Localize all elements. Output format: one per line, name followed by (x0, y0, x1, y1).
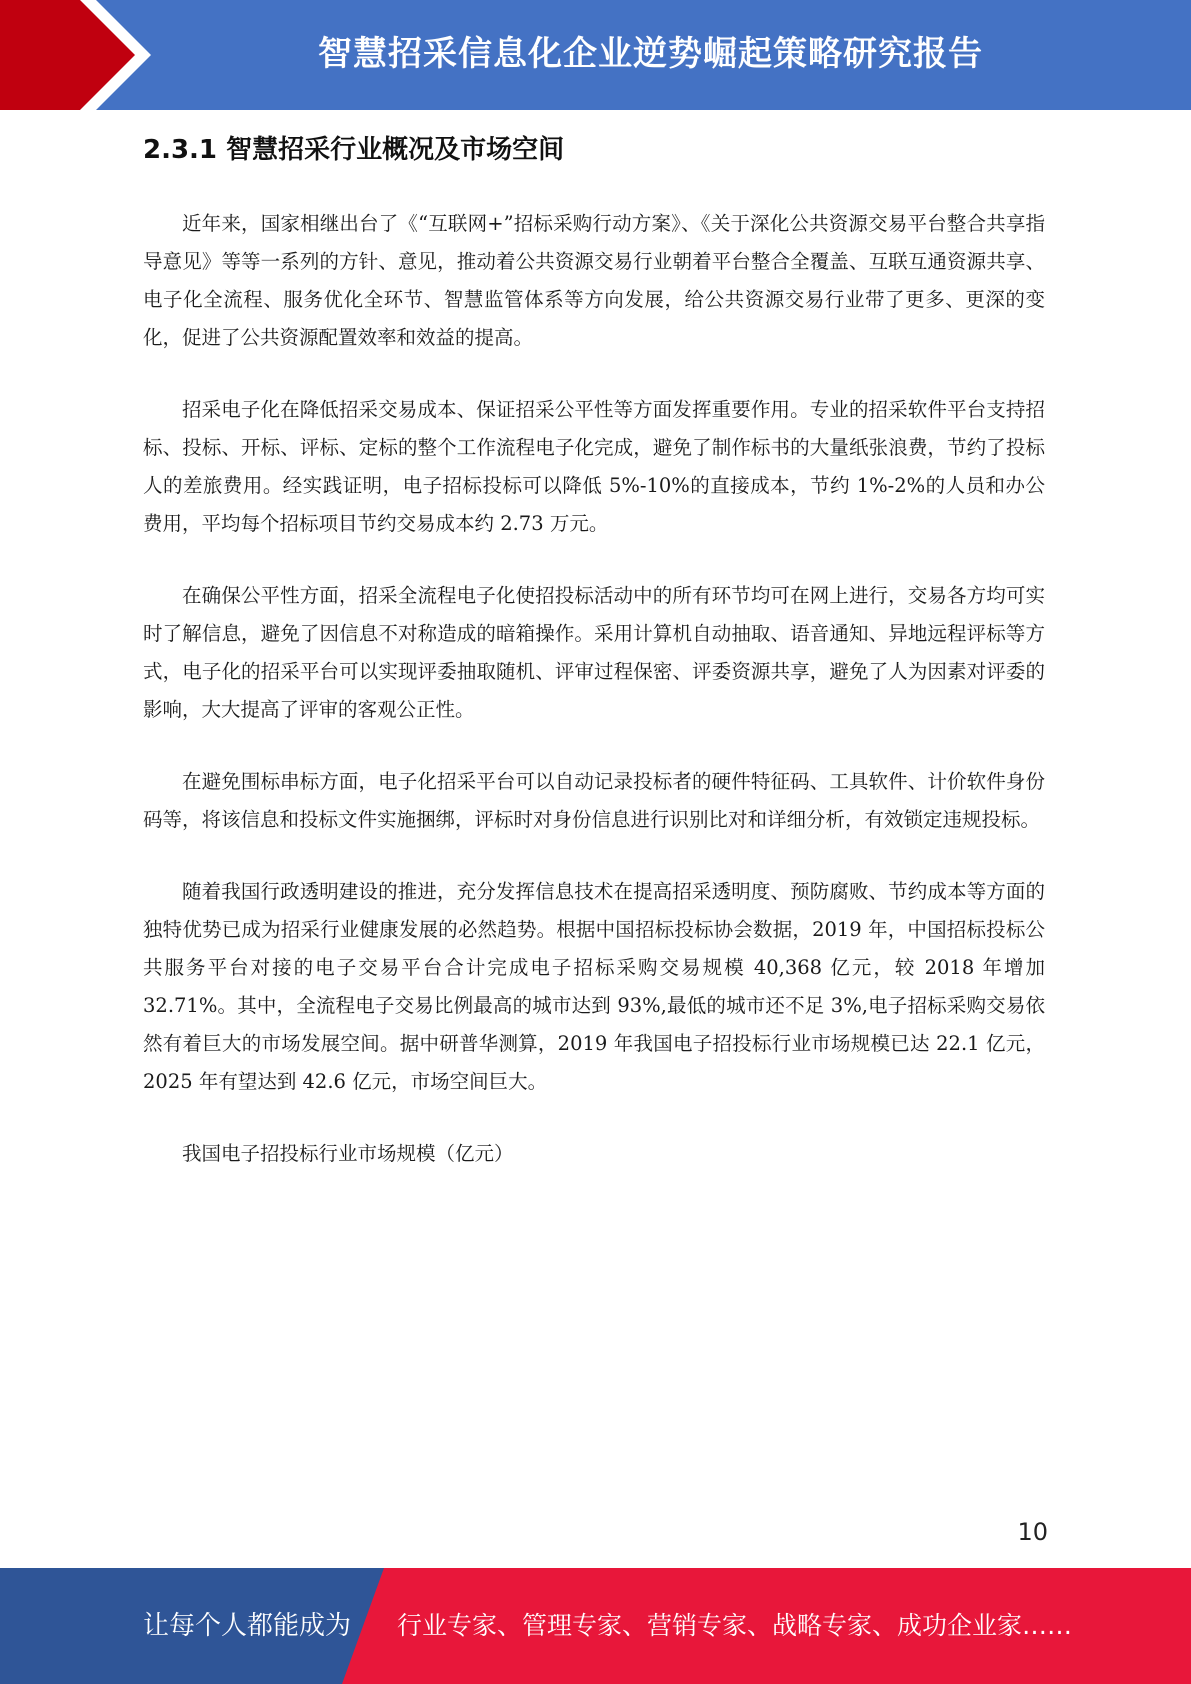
footer-slogan-left: 让每个人都能成为 (143, 1611, 352, 1641)
footer-slogan-right: 行业专家、管理专家、营销专家、战略专家、成功企业家…… (397, 1611, 1073, 1640)
section-heading: 2.3.1 智慧招采行业概况及市场空间 (143, 135, 565, 165)
page-footer-banner (0, 1568, 1191, 1684)
body-text (143, 205, 1045, 1207)
page-number: 10 (1017, 1518, 1048, 1546)
page-header-banner (0, 0, 1191, 110)
paragraph-anti-collusion: 在避免围标串标方面，电子化招采平台可以自动记录投标者的硬件特征码、工具软件、计价软件身份码等，将该信息和投标文件实施捆绑，评标时对身份信息进行识别比对和详细分析，有效锁定违规投标。 (143, 770, 1045, 831)
paragraph-market-trend: 随着我国行政透明建设的推进，充分发挥信息技术在提高招采透明度、预防腐败、节约成本等方面的独特优势已成为招采行业健康发展的必然趋势。根据中国招标投标协会数据，2019 年，中国招标投标公共服务平台对接的电子交易平台合计完成电子招标采购交易规模 40,368 亿元，较 2018 年增加 32.71%。其中，全流程电子交易比例最高的城市达到 93%,最低的城市还不足 3%,电子招标采购交易依然有着巨大的市场发展空间。据中研普华测算，2019 年我国电子招投标行业市场规模已达 22.1 亿元，2025 年有望达到 42.6 亿元，市场空间巨大。 (143, 880, 1045, 1093)
report-title: 智慧招采信息化企业逆势崛起策略研究报告 (318, 34, 983, 74)
paragraph-cost-saving: 招采电子化在降低招采交易成本、保证招采公平性等方面发挥重要作用。专业的招采软件平台支持招标、投标、开标、评标、定标的整个工作流程电子化完成，避免了制作标书的大量纸张浪费，节约了投标人的差旅费用。经实践证明，电子招标投标可以降低 5%-10%的直接成本，节约 1%-2%的人员和办公费用，平均每个招标项目节约交易成本约 2.73 万元。 (143, 398, 1045, 535)
chart-caption: 我国电子招投标行业市场规模（亿元） (182, 1142, 514, 1165)
paragraph-fairness: 在确保公平性方面，招采全流程电子化使招投标活动中的所有环节均可在网上进行，交易各方均可实时了解信息，避免了因信息不对称造成的暗箱操作。采用计算机自动抽取、语音通知、异地远程评标等方式，电子化的招采平台可以实现评委抽取随机、评审过程保密、评委资源共享，避免了人为因素对评委的影响，大大提高了评审的客观公正性。 (143, 584, 1045, 721)
paragraph-policy: 近年来，国家相继出台了《“互联网+”招标采购行动方案》、《关于深化公共资源交易平台整合共享指导意见》等等一系列的方针、意见，推动着公共资源交易行业朝着平台整合全覆盖、互联互通资源共享、电子化全流程、服务优化全环节、智慧监管体系等方向发展，给公共资源交易行业带了更多、更深的变化，促进了公共资源配置效率和效益的提高。 (143, 212, 1045, 349)
